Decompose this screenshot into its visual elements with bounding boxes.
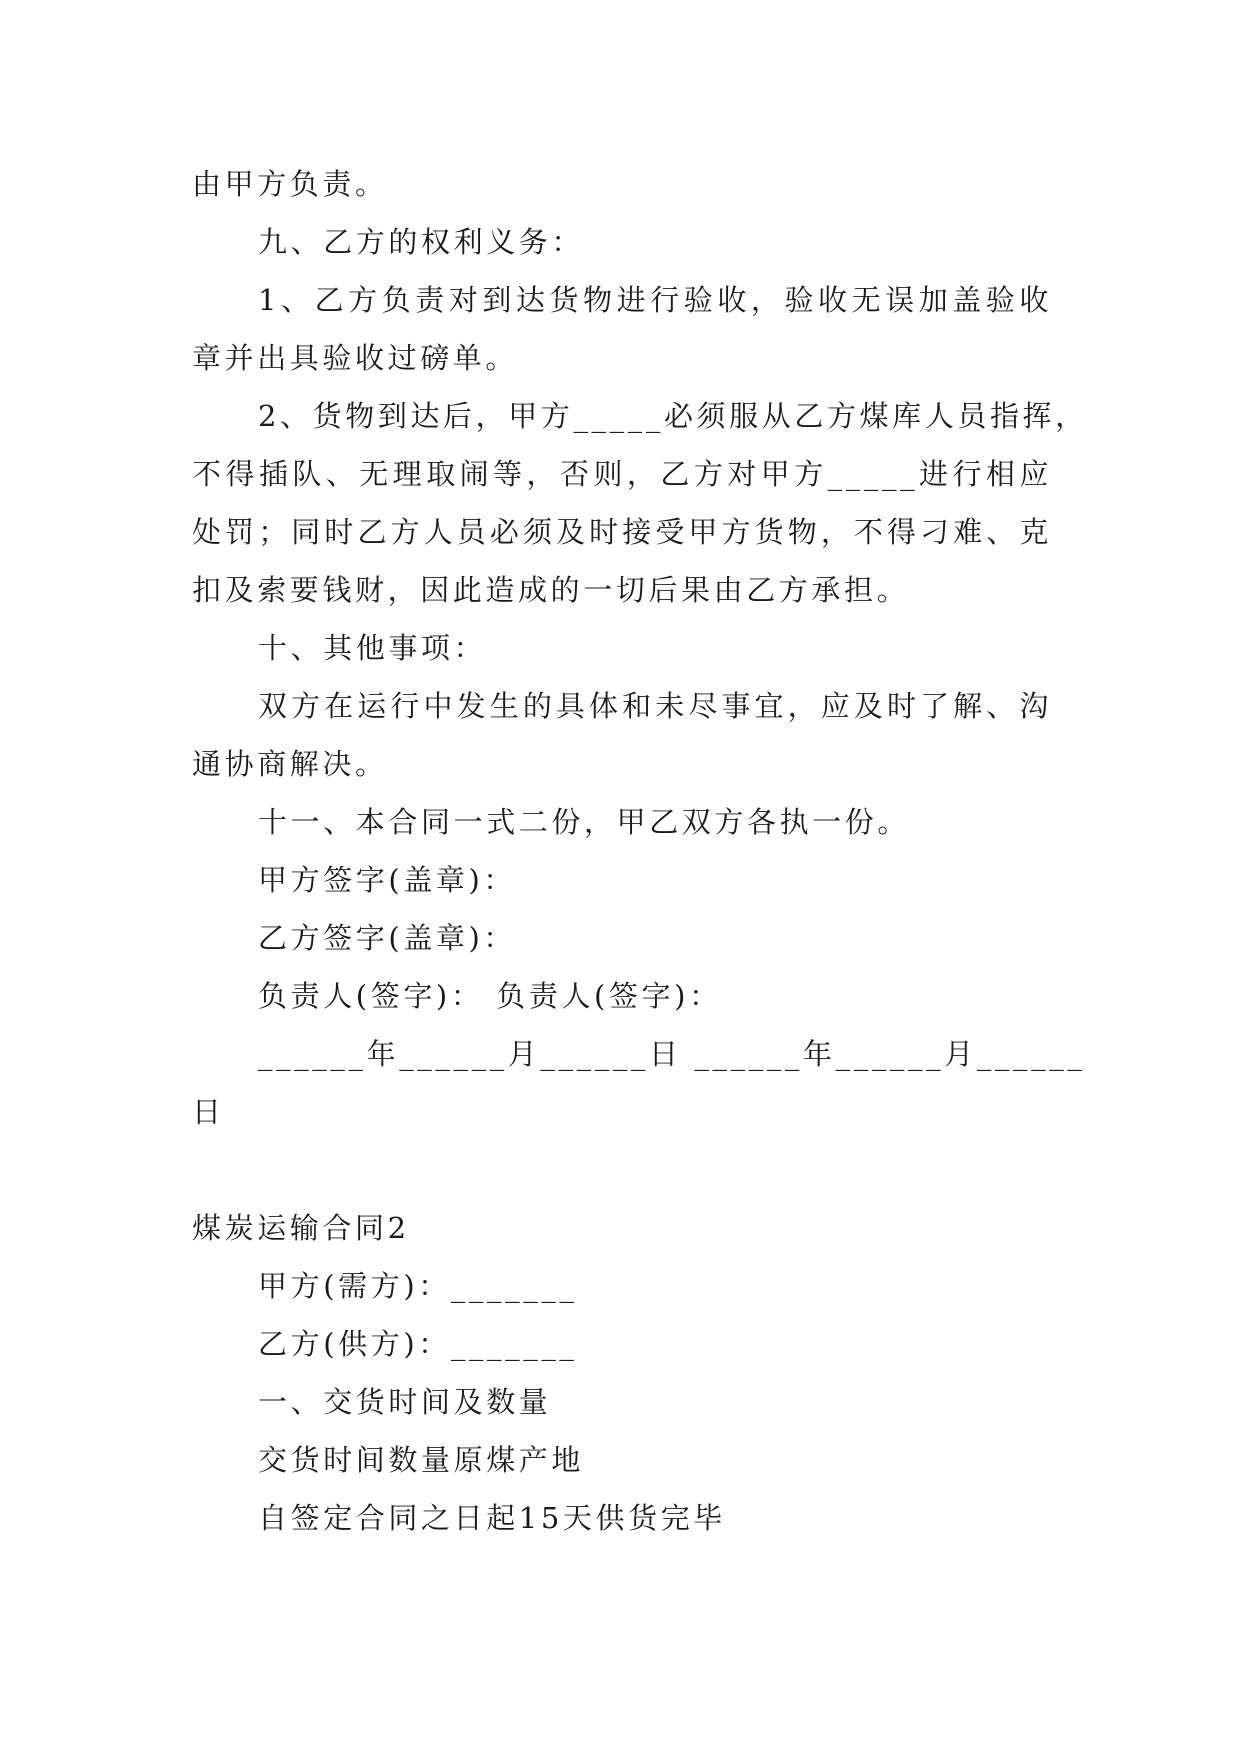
paragraph-line: 自签定合同之日起15天供货完毕: [258, 1501, 726, 1535]
section-heading: 十、其他事项：: [258, 631, 487, 665]
paragraph-line: 1、乙方负责对到达货物进行验收，验收无误加盖验收: [258, 283, 1052, 317]
paragraph-line: 扣及索要钱财，因此造成的一切后果由乙方承担。: [192, 573, 910, 607]
paragraph-line: 通协商解决。: [192, 747, 388, 781]
paragraph-line: 2、货物到达后，甲方_____必须服从乙方煤库人员指挥，: [258, 399, 1088, 433]
section-heading: 九、乙方的权利义务：: [258, 225, 585, 259]
spacer: [192, 1141, 1052, 1199]
section-heading: 十一、本合同一式二份，甲乙双方各执一份。: [258, 805, 911, 839]
signature-line-party-b: 乙方签字(盖章)：: [258, 921, 517, 955]
party-a-line: 甲方(需方)：_______: [258, 1269, 578, 1303]
paragraph-line: 由甲方负责。: [192, 167, 388, 201]
date-line: ______年______月______日 ______年______月______: [258, 1037, 1086, 1071]
document-page: [192, 155, 1088, 1547]
paragraph-line: 处罚；同时乙方人员必须及时接受甲方货物，不得刁难、克: [192, 515, 1052, 549]
paragraph-line: 不得插队、无理取闹等，否则，乙方对甲方_____进行相应: [192, 457, 1052, 491]
paragraph-line: 交货时间数量原煤产地: [258, 1443, 585, 1477]
contract-title: 煤炭运输合同2: [192, 1211, 410, 1245]
party-b-line: 乙方(供方)：_______: [258, 1327, 578, 1361]
responsible-person-line: 负责人(签字)： 负责人(签字)：: [258, 979, 722, 1013]
signature-line-party-a: 甲方签字(盖章)：: [258, 863, 517, 897]
section-heading: 一、交货时间及数量: [258, 1385, 552, 1419]
date-line-end: 日: [192, 1095, 225, 1129]
paragraph-line: 双方在运行中发生的具体和未尽事宜，应及时了解、沟: [258, 689, 1052, 723]
paragraph-line: 章并出具验收过磅单。: [192, 341, 519, 375]
